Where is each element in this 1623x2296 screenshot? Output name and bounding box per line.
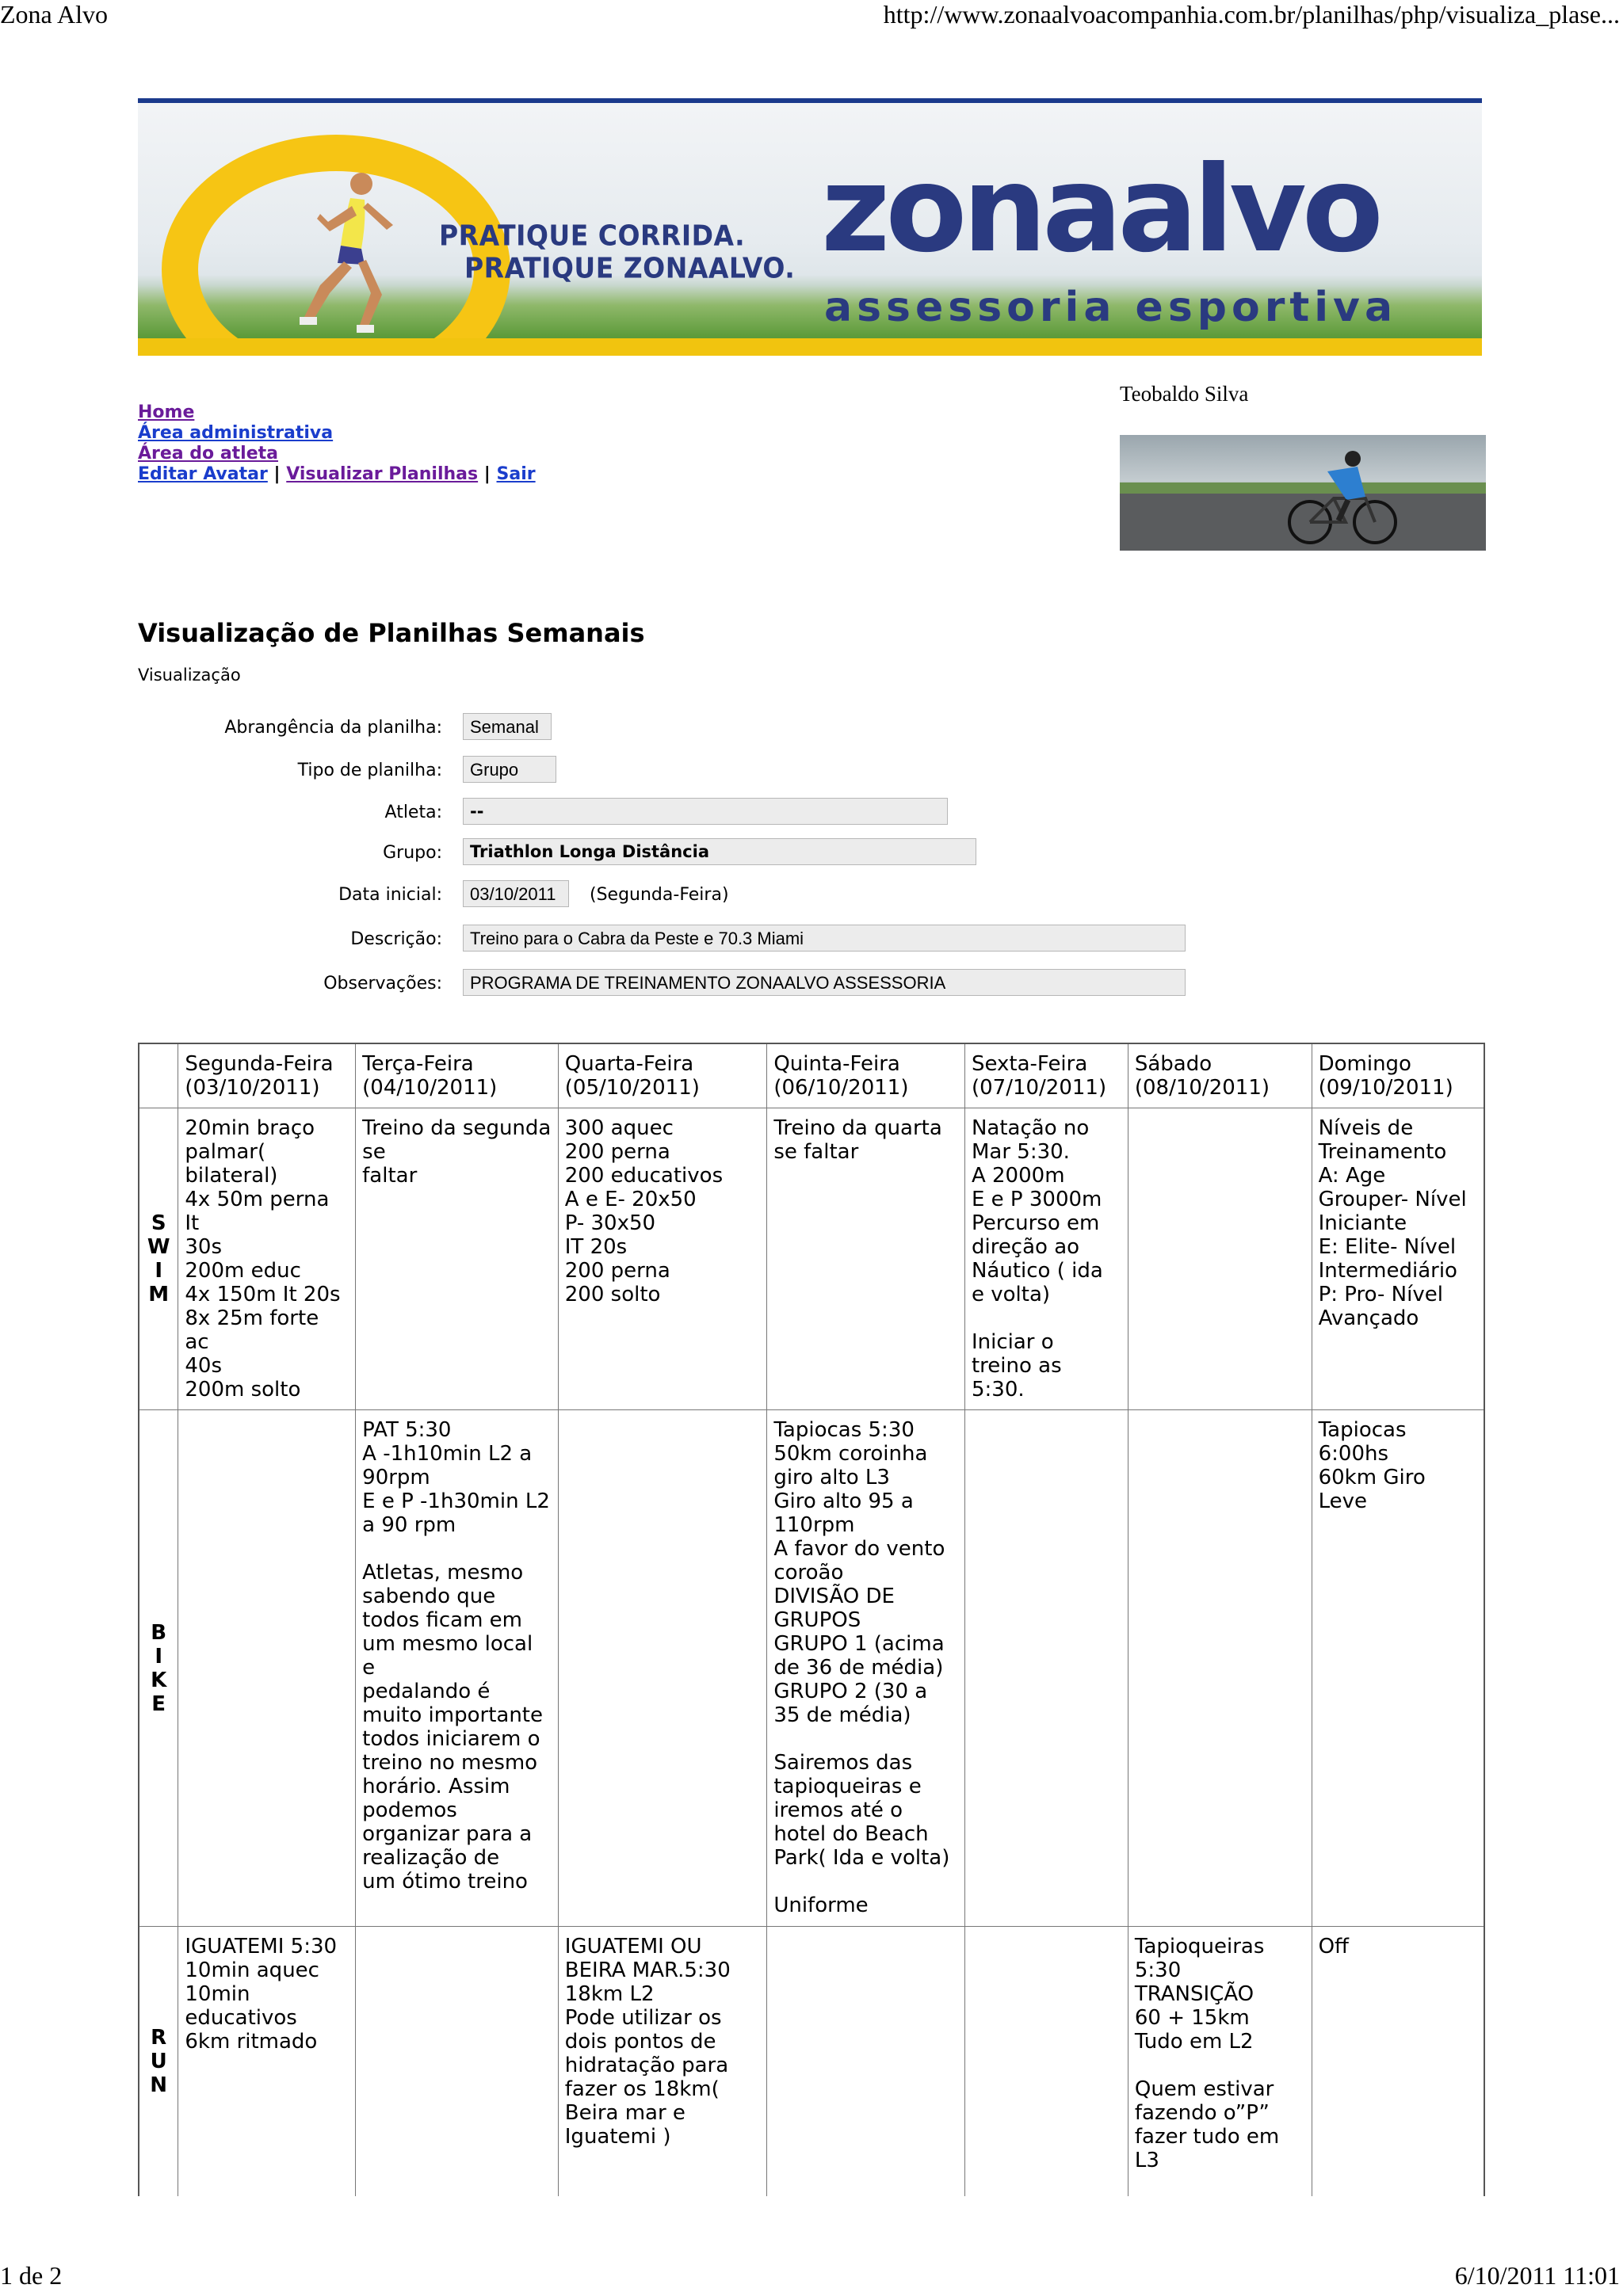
workout-cell: Off [1312, 1927, 1484, 2196]
nav-view-sheets-link[interactable]: Visualizar Planilhas [286, 464, 479, 484]
workout-cell: Níveis de Treinamento A: Age Grouper- Nível Iniciante E: Elite- Nível Intermediário P: Pro- Nível Avançado [1312, 1108, 1484, 1410]
workout-cell: 300 aquec 200 perna 200 educativos A e E- 20x50 P- 30x50 IT 20s 200 perna 200 solto [558, 1108, 767, 1410]
print-header-title: Zona Alvo [0, 0, 108, 29]
workout-cell [964, 1927, 1128, 2196]
type-field[interactable]: Grupo [463, 756, 556, 783]
weekly-schedule-table [138, 1043, 1485, 2196]
workout-cell: IGUATEMI OU BEIRA MAR.5:30 18km L2 Pode utilizar os dois pontos de hidratação para fazer os 18km( Beira mar e Iguatemi ) [558, 1927, 767, 2196]
main-nav [138, 402, 536, 485]
print-footer-datetime: 6/10/2011 11:01 [1454, 2261, 1620, 2290]
form-row-start-date [0, 880, 1623, 909]
form-row-athlete [0, 798, 1623, 826]
cyclist-icon [1120, 435, 1486, 551]
nav-separator: | [483, 464, 491, 484]
form-row-description [0, 925, 1623, 953]
start-date-label: Data inicial: [338, 885, 442, 905]
group-label: Grupo: [383, 843, 442, 863]
corner-cell [139, 1043, 178, 1108]
table-header-row [139, 1043, 1484, 1108]
day-header: Quinta-Feira (06/10/2011) [767, 1043, 965, 1108]
day-header: Sábado (08/10/2011) [1128, 1043, 1312, 1108]
scope-label: Abrangência da planilha: [224, 718, 442, 738]
user-name: Teobaldo Silva [1120, 382, 1249, 406]
form-row-group [0, 838, 1623, 867]
brand-tagline: assessoria esportiva [824, 284, 1398, 331]
workout-cell: Treino da quarta se faltar [767, 1108, 965, 1410]
workout-cell [178, 1410, 356, 1927]
workout-cell: Tapiocas 6:00hs 60km Giro Leve [1312, 1410, 1484, 1927]
workout-cell [558, 1410, 767, 1927]
table-row-bike [139, 1410, 1484, 1927]
page-title: Visualização de Planilhas Semanais [138, 618, 645, 648]
scope-field[interactable]: Semanal [463, 713, 552, 740]
form-row-notes [0, 969, 1623, 997]
day-header: Sexta-Feira (07/10/2011) [964, 1043, 1128, 1108]
description-label: Descrição: [350, 929, 442, 949]
type-label: Tipo de planilha: [297, 761, 442, 780]
workout-cell [964, 1410, 1128, 1927]
day-header: Segunda-Feira (03/10/2011) [178, 1043, 356, 1108]
workout-cell [356, 1927, 559, 2196]
day-header: Domingo (09/10/2011) [1312, 1043, 1484, 1108]
workout-cell: Tapioqueiras 5:30 TRANSIÇÃO 60 + 15km Tudo em L2 Quem estivar fazendo o”P” fazer tudo em L3 [1128, 1927, 1312, 2196]
brand-logo: zonaalvo [821, 141, 1379, 279]
workout-cell: Treino da segunda se faltar [356, 1108, 559, 1410]
workout-cell: 20min braço palmar( bilateral) 4x 50m perna It 30s 200m educ 4x 150m It 20s 8x 25m forte ac 40s 200m solto [178, 1108, 356, 1410]
workout-cell [767, 1927, 965, 2196]
banner-yellow-bar [138, 338, 1482, 356]
print-header-url: http://www.zonaalvoacompanhia.com.br/planilhas/php/visualiza_plase... [883, 0, 1620, 29]
table-row-swim [139, 1108, 1484, 1410]
workout-cell: IGUATEMI 5:30 10min aquec 10min educativos 6km ritmado [178, 1927, 356, 2196]
site-banner [138, 98, 1482, 356]
page-subtitle: Visualização [138, 666, 241, 685]
nav-athlete-link[interactable]: Área do atleta [138, 444, 279, 463]
form-row-scope [0, 713, 1623, 742]
day-header: Terça-Feira (04/10/2011) [356, 1043, 559, 1108]
sport-label-run: R U N [139, 1927, 178, 2196]
form-row-type [0, 756, 1623, 784]
start-date-weekday: (Segunda-Feira) [590, 885, 729, 905]
nav-separator: | [273, 464, 281, 484]
workout-cell: Natação no Mar 5:30. A 2000m E e P 3000m Percurso em direção ao Náutico ( ida e volta) Iniciar o treino as 5:30. [964, 1108, 1128, 1410]
nav-home-link[interactable]: Home [138, 402, 195, 422]
athlete-label: Atleta: [384, 803, 442, 822]
sport-label-bike: B I K E [139, 1410, 178, 1927]
day-header: Quarta-Feira (05/10/2011) [558, 1043, 767, 1108]
start-date-field[interactable]: 03/10/2011 [463, 880, 569, 907]
workout-cell: PAT 5:30 A -1h10min L2 a 90rpm E e P -1h30min L2 a 90 rpm Atletas, mesmo sabendo que todos ficam em um mesmo local e pedalando é muito importante todos iniciarem o treino no mesmo horário. Assim podemos organizar para a realização de um ótimo treino [356, 1410, 559, 1927]
banner-slogan: PRATIQUE CORRIDA. PRATIQUE ZONAALVO. [439, 218, 796, 285]
avatar [1120, 435, 1486, 551]
group-field[interactable]: Triathlon Longa Distância [463, 838, 976, 865]
workout-cell: Tapiocas 5:30 50km coroinha giro alto L3 Giro alto 95 a 110rpm A favor do vento coroão DIVISÃO DE GRUPOS GRUPO 1 (acima de 36 de média) GRUPO 2 (30 a 35 de média) Sairemos das tapioqueiras e iremos até o hotel do Beach Park( Ida e volta) Uniforme [767, 1410, 965, 1927]
nav-edit-avatar-link[interactable]: Editar Avatar [138, 464, 268, 484]
nav-admin-link[interactable]: Área administrativa [138, 423, 334, 443]
description-field[interactable]: Treino para o Cabra da Peste e 70.3 Miami [463, 925, 1186, 952]
sport-label-swim: S W I M [139, 1108, 178, 1410]
table-row-run [139, 1927, 1484, 2196]
workout-cell [1128, 1108, 1312, 1410]
notes-field[interactable]: PROGRAMA DE TREINAMENTO ZONAALVO ASSESSORIA [463, 969, 1186, 996]
nav-logout-link[interactable]: Sair [496, 464, 536, 484]
runner-icon [288, 166, 407, 341]
workout-cell [1128, 1410, 1312, 1927]
athlete-field[interactable]: -- [463, 798, 948, 825]
notes-label: Observações: [323, 974, 442, 994]
print-footer-page: 1 de 2 [0, 2261, 63, 2290]
